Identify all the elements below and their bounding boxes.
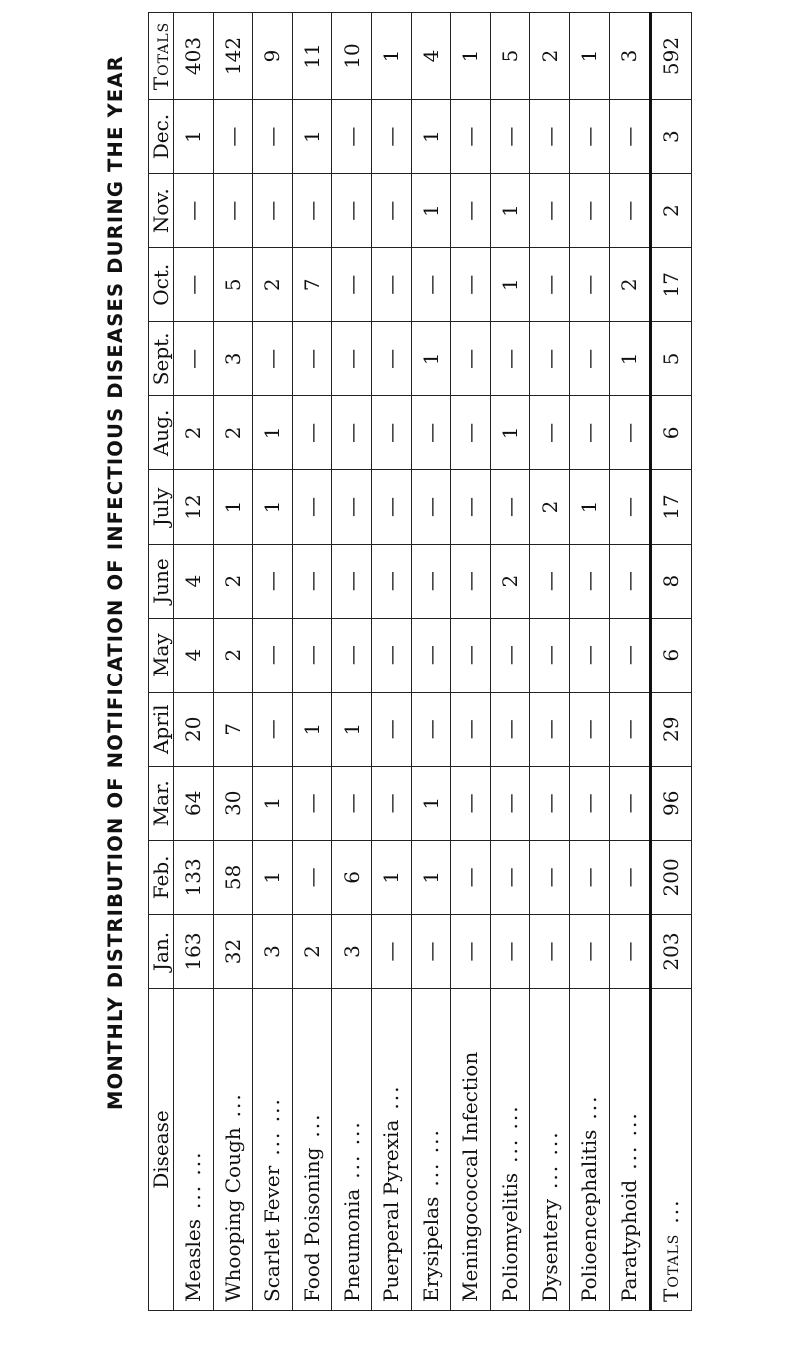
month-count-cell: 2: [292, 914, 332, 988]
notification-table-container: [148, 12, 692, 1311]
month-count-cell: —: [292, 174, 332, 248]
month-count-cell: 6: [332, 840, 372, 914]
month-count-cell: —: [253, 100, 293, 174]
table-row: [451, 13, 491, 1311]
month-count-cell: 203: [650, 914, 691, 988]
month-count-cell: —: [530, 396, 570, 470]
month-count-cell: 2: [174, 396, 214, 470]
rotated-table-frame: [148, 12, 692, 1311]
month-count-cell: 2: [253, 248, 293, 322]
month-count-cell: —: [530, 692, 570, 766]
month-count-cell: —: [451, 914, 491, 988]
month-count-cell: 133: [174, 840, 214, 914]
month-count-cell: —: [411, 914, 451, 988]
disease-name: Paratyphoid: [617, 1179, 642, 1302]
month-count-cell: —: [490, 692, 530, 766]
month-count-cell: —: [530, 174, 570, 248]
month-count-cell: 6: [650, 618, 691, 692]
month-count-cell: 1: [411, 766, 451, 840]
month-count-cell: —: [530, 914, 570, 988]
month-count-cell: —: [332, 470, 372, 544]
month-count-cell: —: [332, 544, 372, 618]
leader-dots: ... ...: [181, 1150, 206, 1209]
month-count-cell: 1: [411, 174, 451, 248]
row-total-cell: 403: [174, 13, 214, 100]
month-count-cell: 3: [253, 914, 293, 988]
month-count-cell: —: [609, 100, 650, 174]
month-count-cell: —: [371, 100, 411, 174]
month-count-cell: —: [371, 248, 411, 322]
page-heading: MONTHLY DISTRIBUTION OF NOTIFICATION OF INFECTIOUS DISEASES DURING THE YEAR: [103, 55, 127, 1110]
row-total-cell: 3: [609, 13, 650, 100]
month-count-cell: 5: [650, 322, 691, 396]
month-count-cell: —: [332, 322, 372, 396]
month-count-cell: —: [371, 692, 411, 766]
month-count-cell: —: [332, 396, 372, 470]
table-row: [411, 13, 451, 1311]
disease-name-cell: [292, 989, 332, 1311]
month-count-cell: 30: [213, 766, 253, 840]
month-count-cell: —: [451, 766, 491, 840]
month-count-cell: —: [451, 100, 491, 174]
month-count-cell: —: [411, 396, 451, 470]
row-total-cell: 5: [490, 13, 530, 100]
month-count-cell: 1: [213, 470, 253, 544]
disease-name-cell: [609, 989, 650, 1311]
leader-dots: ... ...: [260, 1097, 285, 1156]
row-total-cell: 10: [332, 13, 372, 100]
leader-dots: ... ...: [418, 1128, 443, 1187]
month-count-cell: —: [253, 544, 293, 618]
table-row: [650, 13, 691, 1311]
month-count-cell: —: [292, 322, 332, 396]
month-count-cell: 200: [650, 840, 691, 914]
table-row: [530, 13, 570, 1311]
month-count-cell: —: [213, 100, 253, 174]
month-count-cell: 64: [174, 766, 214, 840]
month-count-cell: —: [371, 914, 411, 988]
table-row: [569, 13, 609, 1311]
month-count-cell: 1: [292, 100, 332, 174]
month-count-cell: —: [411, 470, 451, 544]
disease-name: Polioencephalitis: [577, 1129, 602, 1302]
disease-name-cell: [213, 989, 253, 1311]
disease-name-cell: [253, 989, 293, 1311]
month-count-cell: 12: [174, 470, 214, 544]
month-count-cell: —: [174, 248, 214, 322]
month-count-cell: —: [292, 840, 332, 914]
table-row: [332, 13, 372, 1311]
leader-dots: ... ...: [498, 1104, 523, 1163]
month-count-cell: 4: [174, 544, 214, 618]
month-count-cell: —: [292, 618, 332, 692]
month-count-cell: 96: [650, 766, 691, 840]
month-count-cell: —: [371, 470, 411, 544]
disease-name-cell: [530, 989, 570, 1311]
month-count-cell: —: [451, 248, 491, 322]
row-total-cell: 4: [411, 13, 451, 100]
month-count-cell: 1: [490, 396, 530, 470]
disease-notification-table: [148, 12, 692, 1311]
month-count-cell: 1: [253, 840, 293, 914]
month-count-cell: 17: [650, 248, 691, 322]
leader-dots: ... ...: [617, 1111, 642, 1170]
month-count-cell: 5: [213, 248, 253, 322]
month-count-cell: —: [371, 322, 411, 396]
month-count-cell: —: [609, 914, 650, 988]
month-count-cell: 20: [174, 692, 214, 766]
month-count-cell: —: [569, 766, 609, 840]
disease-name: Measles: [181, 1219, 206, 1302]
month-count-cell: —: [292, 766, 332, 840]
row-total-cell: 9: [253, 13, 293, 100]
month-count-cell: —: [569, 544, 609, 618]
month-count-cell: —: [609, 840, 650, 914]
month-count-cell: —: [371, 766, 411, 840]
month-count-cell: 3: [332, 914, 372, 988]
table-row: [609, 13, 650, 1311]
table-row: [490, 13, 530, 1311]
month-count-cell: —: [530, 248, 570, 322]
leader-dots: ... ...: [339, 1120, 364, 1179]
month-count-cell: —: [332, 100, 372, 174]
month-count-cell: —: [371, 618, 411, 692]
table-row: [174, 13, 214, 1311]
month-count-cell: —: [609, 544, 650, 618]
month-count-cell: 2: [213, 396, 253, 470]
month-count-cell: —: [332, 174, 372, 248]
month-count-cell: —: [411, 618, 451, 692]
month-count-cell: —: [253, 174, 293, 248]
month-count-cell: 8: [650, 544, 691, 618]
month-count-cell: —: [451, 544, 491, 618]
month-header-mar: Mar.: [149, 766, 174, 840]
month-header-feb: Feb.: [149, 840, 174, 914]
month-count-cell: 2: [530, 470, 570, 544]
row-total-cell: 1: [371, 13, 411, 100]
month-count-cell: 1: [332, 692, 372, 766]
month-count-cell: —: [451, 322, 491, 396]
table-row: [253, 13, 293, 1311]
month-count-cell: 2: [609, 248, 650, 322]
month-count-cell: —: [292, 396, 332, 470]
month-count-cell: 163: [174, 914, 214, 988]
month-count-cell: —: [371, 544, 411, 618]
month-count-cell: —: [411, 544, 451, 618]
disease-name: Scarlet Fever: [260, 1165, 285, 1302]
month-count-cell: 1: [253, 470, 293, 544]
row-total-cell: 142: [213, 13, 253, 100]
disease-column-header: Disease: [149, 989, 174, 1311]
row-total-cell: 1: [569, 13, 609, 100]
month-header-jan: Jan.: [149, 914, 174, 988]
month-count-cell: —: [569, 396, 609, 470]
month-count-cell: —: [490, 322, 530, 396]
month-count-cell: 1: [569, 470, 609, 544]
month-count-cell: 1: [174, 100, 214, 174]
month-header-sept: Sept.: [149, 322, 174, 396]
disease-name: Food Poisoning: [300, 1147, 325, 1302]
disease-name: Puerperal Pyrexia: [379, 1119, 404, 1302]
table-row: [213, 13, 253, 1311]
month-count-cell: —: [490, 618, 530, 692]
month-count-cell: 3: [650, 100, 691, 174]
month-count-cell: 1: [490, 174, 530, 248]
month-count-cell: —: [569, 692, 609, 766]
month-count-cell: —: [569, 618, 609, 692]
month-count-cell: —: [174, 174, 214, 248]
disease-name-cell: [411, 989, 451, 1311]
leader-dots: ...: [300, 1112, 325, 1138]
month-count-cell: —: [411, 692, 451, 766]
month-count-cell: —: [609, 618, 650, 692]
month-count-cell: —: [253, 322, 293, 396]
month-count-cell: 29: [650, 692, 691, 766]
disease-name: Totals: [659, 1233, 684, 1302]
month-count-cell: 1: [253, 766, 293, 840]
disease-name-cell: [174, 989, 214, 1311]
disease-name-cell: [332, 989, 372, 1311]
month-count-cell: —: [451, 840, 491, 914]
month-count-cell: 3: [213, 322, 253, 396]
month-count-cell: —: [569, 248, 609, 322]
month-header-nov: Nov.: [149, 174, 174, 248]
month-count-cell: —: [609, 692, 650, 766]
month-header-row: [149, 13, 174, 1311]
month-count-cell: 32: [213, 914, 253, 988]
row-total-cell: 2: [530, 13, 570, 100]
month-count-cell: 17: [650, 470, 691, 544]
month-count-cell: —: [411, 248, 451, 322]
table-row: [292, 13, 332, 1311]
month-count-cell: 1: [292, 692, 332, 766]
month-count-cell: —: [490, 766, 530, 840]
month-count-cell: —: [569, 100, 609, 174]
month-count-cell: —: [609, 470, 650, 544]
table-row: [371, 13, 411, 1311]
month-count-cell: —: [490, 914, 530, 988]
month-count-cell: —: [451, 618, 491, 692]
month-count-cell: —: [569, 914, 609, 988]
month-count-cell: —: [609, 766, 650, 840]
month-count-cell: —: [332, 766, 372, 840]
row-total-cell: 1: [451, 13, 491, 100]
month-header-may: May: [149, 618, 174, 692]
month-header-june: June: [149, 544, 174, 618]
row-total-cell: 11: [292, 13, 332, 100]
disease-name-cell: [490, 989, 530, 1311]
disease-name: Poliomyelitis: [498, 1172, 523, 1302]
leader-dots: ...: [220, 1092, 245, 1118]
month-count-cell: 7: [292, 248, 332, 322]
month-count-cell: —: [530, 618, 570, 692]
month-count-cell: 1: [371, 840, 411, 914]
month-count-cell: 2: [213, 618, 253, 692]
month-count-cell: 1: [253, 396, 293, 470]
month-count-cell: 1: [411, 322, 451, 396]
month-count-cell: 7: [213, 692, 253, 766]
disease-name-cell: [569, 989, 609, 1311]
month-header-july: July: [149, 470, 174, 544]
month-count-cell: —: [371, 396, 411, 470]
month-count-cell: —: [253, 692, 293, 766]
month-count-cell: —: [253, 618, 293, 692]
month-count-cell: —: [332, 248, 372, 322]
leader-dots: ... ...: [537, 1130, 562, 1189]
month-count-cell: —: [332, 618, 372, 692]
month-count-cell: 6: [650, 396, 691, 470]
month-count-cell: 1: [609, 322, 650, 396]
month-count-cell: —: [530, 100, 570, 174]
month-count-cell: 2: [490, 544, 530, 618]
month-count-cell: —: [530, 322, 570, 396]
month-count-cell: —: [490, 470, 530, 544]
month-count-cell: —: [530, 840, 570, 914]
disease-name-cell: [371, 989, 411, 1311]
month-count-cell: 1: [490, 248, 530, 322]
table-body: [174, 13, 692, 1311]
disease-name: Pneumonia: [339, 1188, 364, 1302]
month-count-cell: 4: [174, 618, 214, 692]
month-header-oct: Oct.: [149, 248, 174, 322]
disease-name: Dysentery: [537, 1198, 562, 1302]
month-count-cell: 2: [213, 544, 253, 618]
month-header-dec: Dec.: [149, 100, 174, 174]
month-count-cell: —: [451, 396, 491, 470]
month-count-cell: 1: [411, 100, 451, 174]
month-count-cell: 1: [411, 840, 451, 914]
month-count-cell: 58: [213, 840, 253, 914]
disease-name: Erysipelas: [418, 1196, 443, 1302]
month-count-cell: —: [490, 840, 530, 914]
month-count-cell: —: [569, 322, 609, 396]
month-count-cell: —: [451, 174, 491, 248]
month-count-cell: —: [451, 692, 491, 766]
month-count-cell: —: [490, 100, 530, 174]
leader-dots: ...: [379, 1084, 404, 1110]
month-header-april: April: [149, 692, 174, 766]
month-count-cell: —: [609, 396, 650, 470]
month-count-cell: —: [451, 470, 491, 544]
row-total-cell: 592: [650, 13, 691, 100]
disease-name-cell: [650, 989, 691, 1311]
disease-name: Meningococcal Infection: [458, 1051, 483, 1302]
month-count-cell: —: [569, 174, 609, 248]
month-count-cell: —: [292, 544, 332, 618]
month-count-cell: —: [530, 544, 570, 618]
month-count-cell: —: [371, 174, 411, 248]
leader-dots: ...: [659, 1198, 684, 1224]
month-count-cell: —: [292, 470, 332, 544]
month-count-cell: 2: [650, 174, 691, 248]
disease-name-cell: [451, 989, 491, 1311]
month-count-cell: —: [609, 174, 650, 248]
leader-dots: ...: [577, 1094, 602, 1120]
month-count-cell: —: [569, 840, 609, 914]
month-header-totals: Totals: [149, 13, 174, 100]
month-count-cell: —: [174, 322, 214, 396]
month-count-cell: —: [213, 174, 253, 248]
disease-name: Whooping Cough: [220, 1127, 245, 1302]
month-header-aug: Aug.: [149, 396, 174, 470]
month-count-cell: —: [530, 766, 570, 840]
